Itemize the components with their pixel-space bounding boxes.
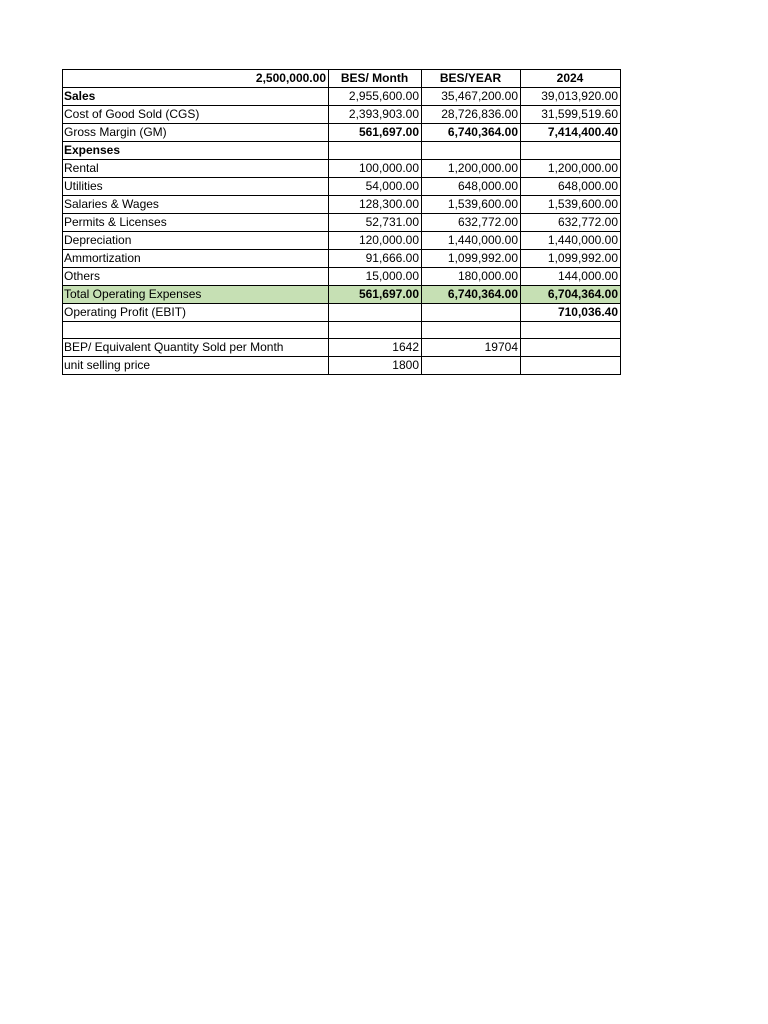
row-month-value: 2,393,903.00 [329,106,422,124]
row-gross-margin [63,124,621,142]
row-operating-profit [63,304,621,322]
row-label: Total Operating Expenses [63,286,329,304]
row-year-value: 6,740,364.00 [422,124,521,142]
header-2024-cell: 2024 [521,70,621,88]
row-2024-value [521,339,621,357]
row-2024-value: 1,539,600.00 [521,196,621,214]
financial-table [62,69,621,375]
row-cgs [63,106,621,124]
row-year-value: 1,539,600.00 [422,196,521,214]
row-label: BEP/ Equivalent Quantity Sold per Month [63,339,329,357]
row-year-value [422,322,521,339]
row-blank [63,322,621,339]
header-row [63,70,621,88]
row-sales [63,88,621,106]
row-year-value: 1,440,000.00 [422,232,521,250]
row-2024-value [521,142,621,160]
row-month-value: 15,000.00 [329,268,422,286]
row-2024-value: 1,200,000.00 [521,160,621,178]
row-label: Ammortization [63,250,329,268]
row-label: Cost of Good Sold (CGS) [63,106,329,124]
row-year-value: 180,000.00 [422,268,521,286]
row-total-operating-expenses [63,286,621,304]
row-month-value: 1642 [329,339,422,357]
row-others [63,268,621,286]
row-year-value: 28,726,836.00 [422,106,521,124]
row-rental [63,160,621,178]
row-month-value [329,322,422,339]
row-2024-value [521,322,621,339]
row-bep-quantity [63,339,621,357]
row-expenses-heading [63,142,621,160]
row-unit-selling-price [63,357,621,375]
row-label: unit selling price [63,357,329,375]
row-month-value: 561,697.00 [329,286,422,304]
row-month-value [329,142,422,160]
row-month-value: 91,666.00 [329,250,422,268]
row-month-value: 54,000.00 [329,178,422,196]
row-year-value: 648,000.00 [422,178,521,196]
row-month-value: 128,300.00 [329,196,422,214]
row-label: Others [63,268,329,286]
row-month-value: 1800 [329,357,422,375]
row-month-value [329,304,422,322]
row-year-value: 35,467,200.00 [422,88,521,106]
row-label: Rental [63,160,329,178]
row-year-value: 1,200,000.00 [422,160,521,178]
row-2024-value: 144,000.00 [521,268,621,286]
row-2024-value: 1,099,992.00 [521,250,621,268]
row-ammortization [63,250,621,268]
header-year-cell: BES/YEAR [422,70,521,88]
row-permits-licenses [63,214,621,232]
row-month-value: 100,000.00 [329,160,422,178]
row-2024-value: 7,414,400.40 [521,124,621,142]
row-2024-value [521,357,621,375]
row-label: Depreciation [63,232,329,250]
row-month-value: 2,955,600.00 [329,88,422,106]
row-2024-value: 1,440,000.00 [521,232,621,250]
row-label: Salaries & Wages [63,196,329,214]
row-month-value: 52,731.00 [329,214,422,232]
row-year-value [422,142,521,160]
row-depreciation [63,232,621,250]
row-2024-value: 632,772.00 [521,214,621,232]
row-label: Operating Profit (EBIT) [63,304,329,322]
row-2024-value: 710,036.40 [521,304,621,322]
header-month-cell: BES/ Month [329,70,422,88]
row-year-value: 1,099,992.00 [422,250,521,268]
row-2024-value: 39,013,920.00 [521,88,621,106]
row-label: Permits & Licenses [63,214,329,232]
row-label: Sales [63,88,329,106]
row-2024-value: 31,599,519.60 [521,106,621,124]
row-utilities [63,178,621,196]
row-year-value: 632,772.00 [422,214,521,232]
row-label: Gross Margin (GM) [63,124,329,142]
row-year-value [422,304,521,322]
row-year-value [422,357,521,375]
row-year-value: 6,740,364.00 [422,286,521,304]
row-2024-value: 6,704,364.00 [521,286,621,304]
row-year-value: 19704 [422,339,521,357]
row-label [63,322,329,339]
header-amount-cell: 2,500,000.00 [63,70,329,88]
row-salaries-wages [63,196,621,214]
row-label: Utilities [63,178,329,196]
row-month-value: 561,697.00 [329,124,422,142]
row-label: Expenses [63,142,329,160]
row-month-value: 120,000.00 [329,232,422,250]
row-2024-value: 648,000.00 [521,178,621,196]
